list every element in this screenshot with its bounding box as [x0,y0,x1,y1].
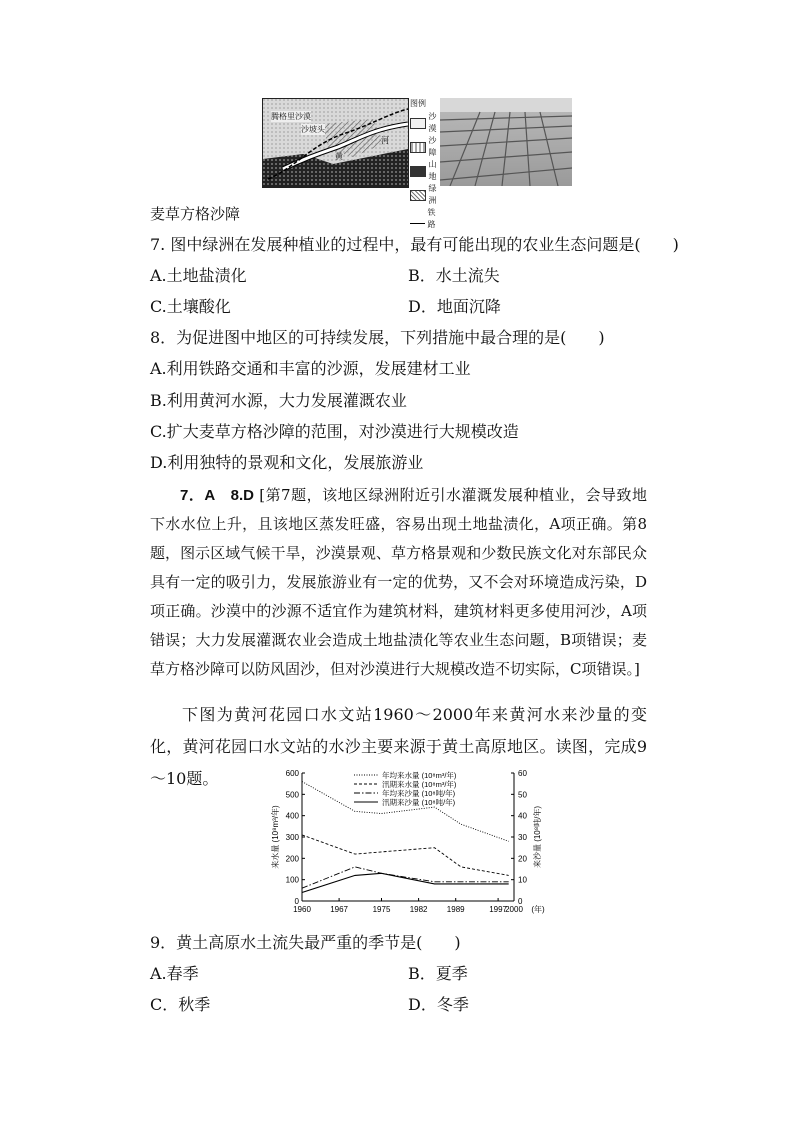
legend-label-3: 年均来沙量 (10⁸吨/年) [382,789,456,798]
x-tick-label: 1989 [446,905,465,914]
answer-text: [第7题，该地区绿洲附近引水灌溉发展种植业，会导致地下水水位上升，且该地区蒸发旺盛，容易出现土地盐渍化，A项正确。第8题，图示区域气候干旱，沙漠景观、草方格景观和少数民族文化对东部民众具有一定的吸引力，发展旅游业有一定的优势，又不会对环境造成污染，D项正确。沙漠中的沙源不适宜作为建筑材料，建筑材料更多使用河沙，A项错误；大力发展灌溉农业会造成土地盐渍化等农业生态问题，B项错误；麦草方格沙障可以防风固沙，但对沙漠进行大规模改造不切实际，C项错误。] [150,486,647,678]
legend-item-railway: 铁路 [410,207,442,231]
legend-label-2: 汛期来水量 (10⁸m³/年) [382,780,457,789]
y-tick-label-right: 0 [518,897,523,906]
y-axis-label-left: 来水量 (10⁸m³/年) [271,805,280,869]
map-label-town: 沙坡头 [301,125,325,134]
legend-label-4: 汛期来沙量 (10⁸吨/年) [382,798,456,807]
legend-item-mountain: 山地 [410,159,442,183]
x-unit-label: (年) [531,905,545,914]
y-tick-label-right: 50 [518,790,527,800]
y-tick-label-right: 60 [518,769,527,778]
water-sediment-chart [268,763,548,923]
y-tick-label-left: 200 [285,854,299,864]
question-8-option-d[interactable]: D.利用独特的景观和文化，发展旅游业 [150,453,424,472]
map-legend [410,98,442,231]
legend-label-1: 年均来水量 (10⁸m³/年) [382,771,457,780]
y-tick-label-left: 400 [285,811,299,821]
legend-item-oasis: 绿洲 [410,183,442,207]
y-tick-label-left: 300 [285,833,299,842]
y-tick-label-left: 500 [285,790,299,800]
question-7-option-a[interactable]: A.土地盐渍化 [150,266,247,285]
question-7-option-c[interactable]: C.土壤酸化 [150,297,231,316]
sand-barrier-photo [440,98,572,186]
question-9-option-c[interactable]: C．秋季 [150,995,211,1014]
series-line-2 [302,835,509,876]
legend-item-desert: 沙漠 [410,111,442,135]
map-label-river: 黄 [335,152,343,161]
answer-explanation [150,481,647,684]
chart-intro: 下图为黄河花园口水文站1960～2000年来黄河水来沙量的变化，黄河花园口水文站的水沙主要来源于黄土高原地区。读图，完成9～10题。 [150,705,647,788]
y-tick-label-left: 600 [285,769,299,778]
map-label-river-2: 河 [381,136,389,145]
question-9-option-d[interactable]: D．冬季 [408,995,469,1014]
x-tick-label: 1997 [489,905,507,914]
legend-item-barrier: 沙障 [410,135,442,159]
x-tick-label: 1975 [372,905,391,914]
y-tick-label-right: 20 [518,854,527,864]
question-9-option-a[interactable]: A.春季 [150,964,199,983]
y-tick-label-right: 10 [518,875,527,885]
question-8-option-a[interactable]: A.利用铁路交通和丰富的沙源，发展建材工业 [150,359,471,378]
legend-title: 图例 [410,99,426,108]
y-axis-label-right: 来沙量 (10⁸吨/年) [533,805,542,869]
question-7-option-b[interactable]: B．水土流失 [408,266,500,285]
question-7-option-d[interactable]: D．地面沉降 [408,297,501,316]
figure-caption: 麦草方格沙障 [150,205,241,223]
map-label-desert: 腾格里沙漠 [271,112,311,121]
x-tick-label: 1967 [330,905,348,914]
x-tick-label: 1982 [409,905,428,914]
question-9-stem: 9．黄土高原水土流失最严重的季节是( ) [150,933,461,952]
photo-drawing [440,98,572,186]
map-figure [262,98,409,188]
y-tick-label-right: 30 [518,833,527,842]
series-line-4 [302,873,509,892]
question-8-option-c[interactable]: C.扩大麦草方格沙障的范围，对沙漠进行大规模改造 [150,422,519,441]
x-tick-label: 1960 [293,905,311,914]
question-8-stem: 8．为促进图中地区的可持续发展，下列措施中最合理的是( ) [150,328,605,347]
question-9-option-b[interactable]: B．夏季 [408,964,468,983]
question-8-option-b[interactable]: B.利用黄河水源，大力发展灌溉农业 [150,391,407,410]
y-tick-label-right: 40 [518,811,527,821]
question-7-stem: 7. 图中绿洲在发展种植业的过程中，最有可能出现的农业生态问题是( ) [150,235,679,254]
answer-key: 7．A 8.D [180,487,254,504]
y-tick-label-left: 100 [285,875,299,885]
y-tick-label-left: 0 [294,897,299,906]
x-tick-label: 2000 [505,905,523,914]
